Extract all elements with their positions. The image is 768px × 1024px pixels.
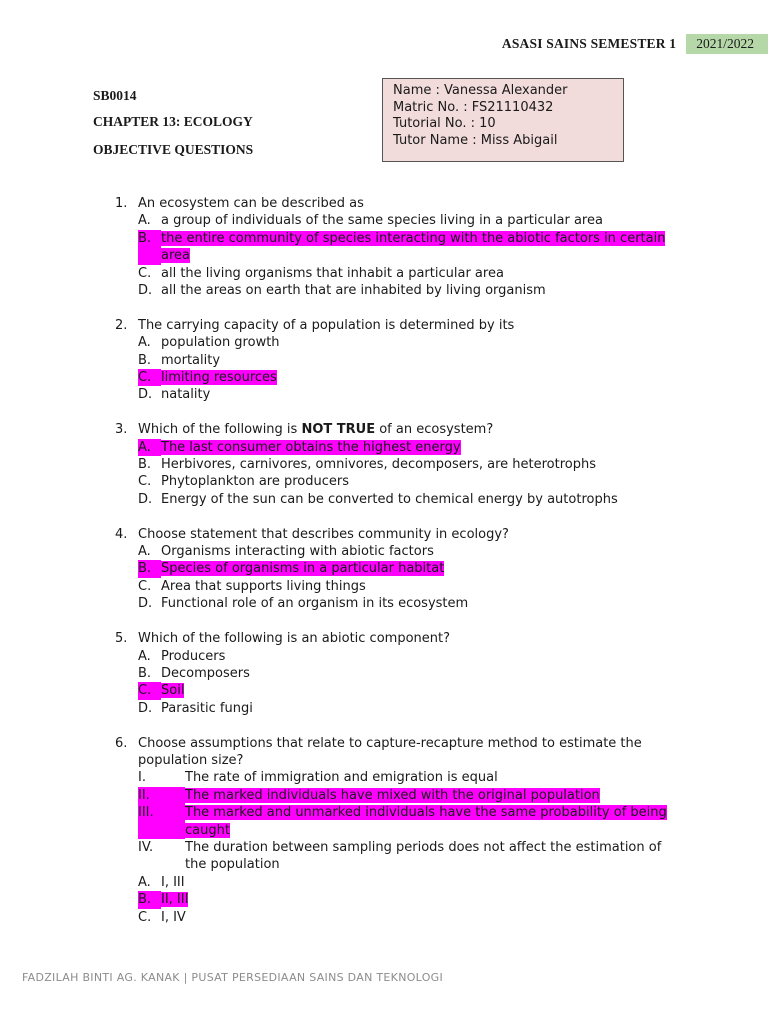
question-number: 6. (115, 735, 128, 751)
student-tutorial: Tutorial No. : 10 (393, 116, 496, 131)
statement-ii-highlighted: II. The marked individuals have mixed with the original population (138, 787, 600, 803)
option-b: B. Decomposers (138, 665, 250, 681)
question-list (115, 195, 675, 943)
option-c: C. all the living organisms that inhabit a particular area (138, 265, 504, 281)
option-c: C. Phytoplankton are producers (138, 474, 350, 490)
question-number: 1. (115, 196, 128, 211)
option-d: D. natality (138, 387, 211, 403)
option-a: A. a group of individuals of the same species living in a particular area (138, 213, 603, 229)
question-text: Choose statement that describes community in ecology? (138, 526, 509, 542)
option-a: A. I, III (138, 874, 185, 890)
question-number: 2. (115, 317, 128, 333)
page-footer: FADZILAH BINTI AG. KANAK | PUSAT PERSEDIAAN SAINS DAN TEKNOLOGI (22, 971, 444, 984)
question-text: An ecosystem can be described as (138, 196, 364, 211)
question-6 (115, 735, 675, 926)
student-info-box (382, 78, 624, 162)
statement-iv: IV. The duration between sampling periods does not affect the estimation of the population (138, 839, 662, 873)
question-text: Which of the following is an abiotic component? (138, 631, 450, 647)
option-a-selected: A. The last consumer obtains the highest energy (138, 439, 461, 455)
option-d: D. Energy of the sun can be converted to chemical energy by autotrophs (138, 491, 618, 507)
option-d: D. Functional role of an organism in its ecosystem (138, 596, 469, 612)
option-a: A. Organisms interacting with abiotic factors (138, 544, 434, 560)
page-header (502, 34, 768, 54)
semester-label: ASASI SAINS SEMESTER 1 (501, 36, 677, 51)
option-c: C. I, IV (138, 909, 186, 925)
option-a: A. population growth (138, 335, 280, 351)
question-1 (115, 195, 675, 299)
question-number: 3. (115, 422, 128, 438)
question-text: Choose assumptions that relate to capture-recapture method to estimate the population size? (138, 735, 642, 768)
question-5 (115, 630, 675, 717)
option-b: B. Herbivores, carnivores, omnivores, decomposers, are heterotrophs (138, 457, 597, 473)
option-b-selected: B. Species of organisms in a particular habitat (138, 561, 445, 577)
statement-iii-highlighted: III. The marked and unmarked individuals have the same probability of being caught (138, 805, 667, 838)
statement-i: I. The rate of immigration and emigration is equal (138, 770, 498, 786)
option-a: A. Producers (138, 648, 226, 664)
question-4 (115, 526, 675, 613)
student-matric: Matric No. : FS21110432 (393, 99, 554, 115)
option-d: D. all the areas on earth that are inhabited by living organism (138, 283, 546, 299)
question-3 (115, 421, 675, 508)
student-tutor: Tutor Name : Miss Abigail (393, 132, 558, 148)
option-c-selected: C. limiting resources (138, 370, 277, 386)
option-b: B. mortality (138, 352, 221, 368)
option-b-selected: B. II, III (138, 892, 189, 908)
chapter-title: CHAPTER 13: ECOLOGY (93, 114, 253, 129)
student-name: Name : Vanessa Alexander (393, 83, 568, 98)
option-b-selected: B. the entire community of species interacting with the abiotic factors in certain area (138, 230, 666, 264)
question-text: The carrying capacity of a population is determined by its (138, 317, 515, 333)
question-2 (115, 317, 675, 404)
question-text: Which of the following is NOT TRUE of an ecosystem? (138, 422, 494, 438)
year-badge: 2021/2022 (686, 34, 768, 54)
option-d: D. Parasitic fungi (138, 700, 253, 716)
section-title: OBJECTIVE QUESTIONS (93, 142, 254, 157)
option-c: C. Area that supports living things (138, 578, 366, 594)
course-code: SB0014 (93, 88, 137, 103)
question-number: 4. (115, 526, 128, 542)
option-c-selected: C. Soil (138, 683, 185, 699)
question-number: 5. (115, 631, 128, 647)
